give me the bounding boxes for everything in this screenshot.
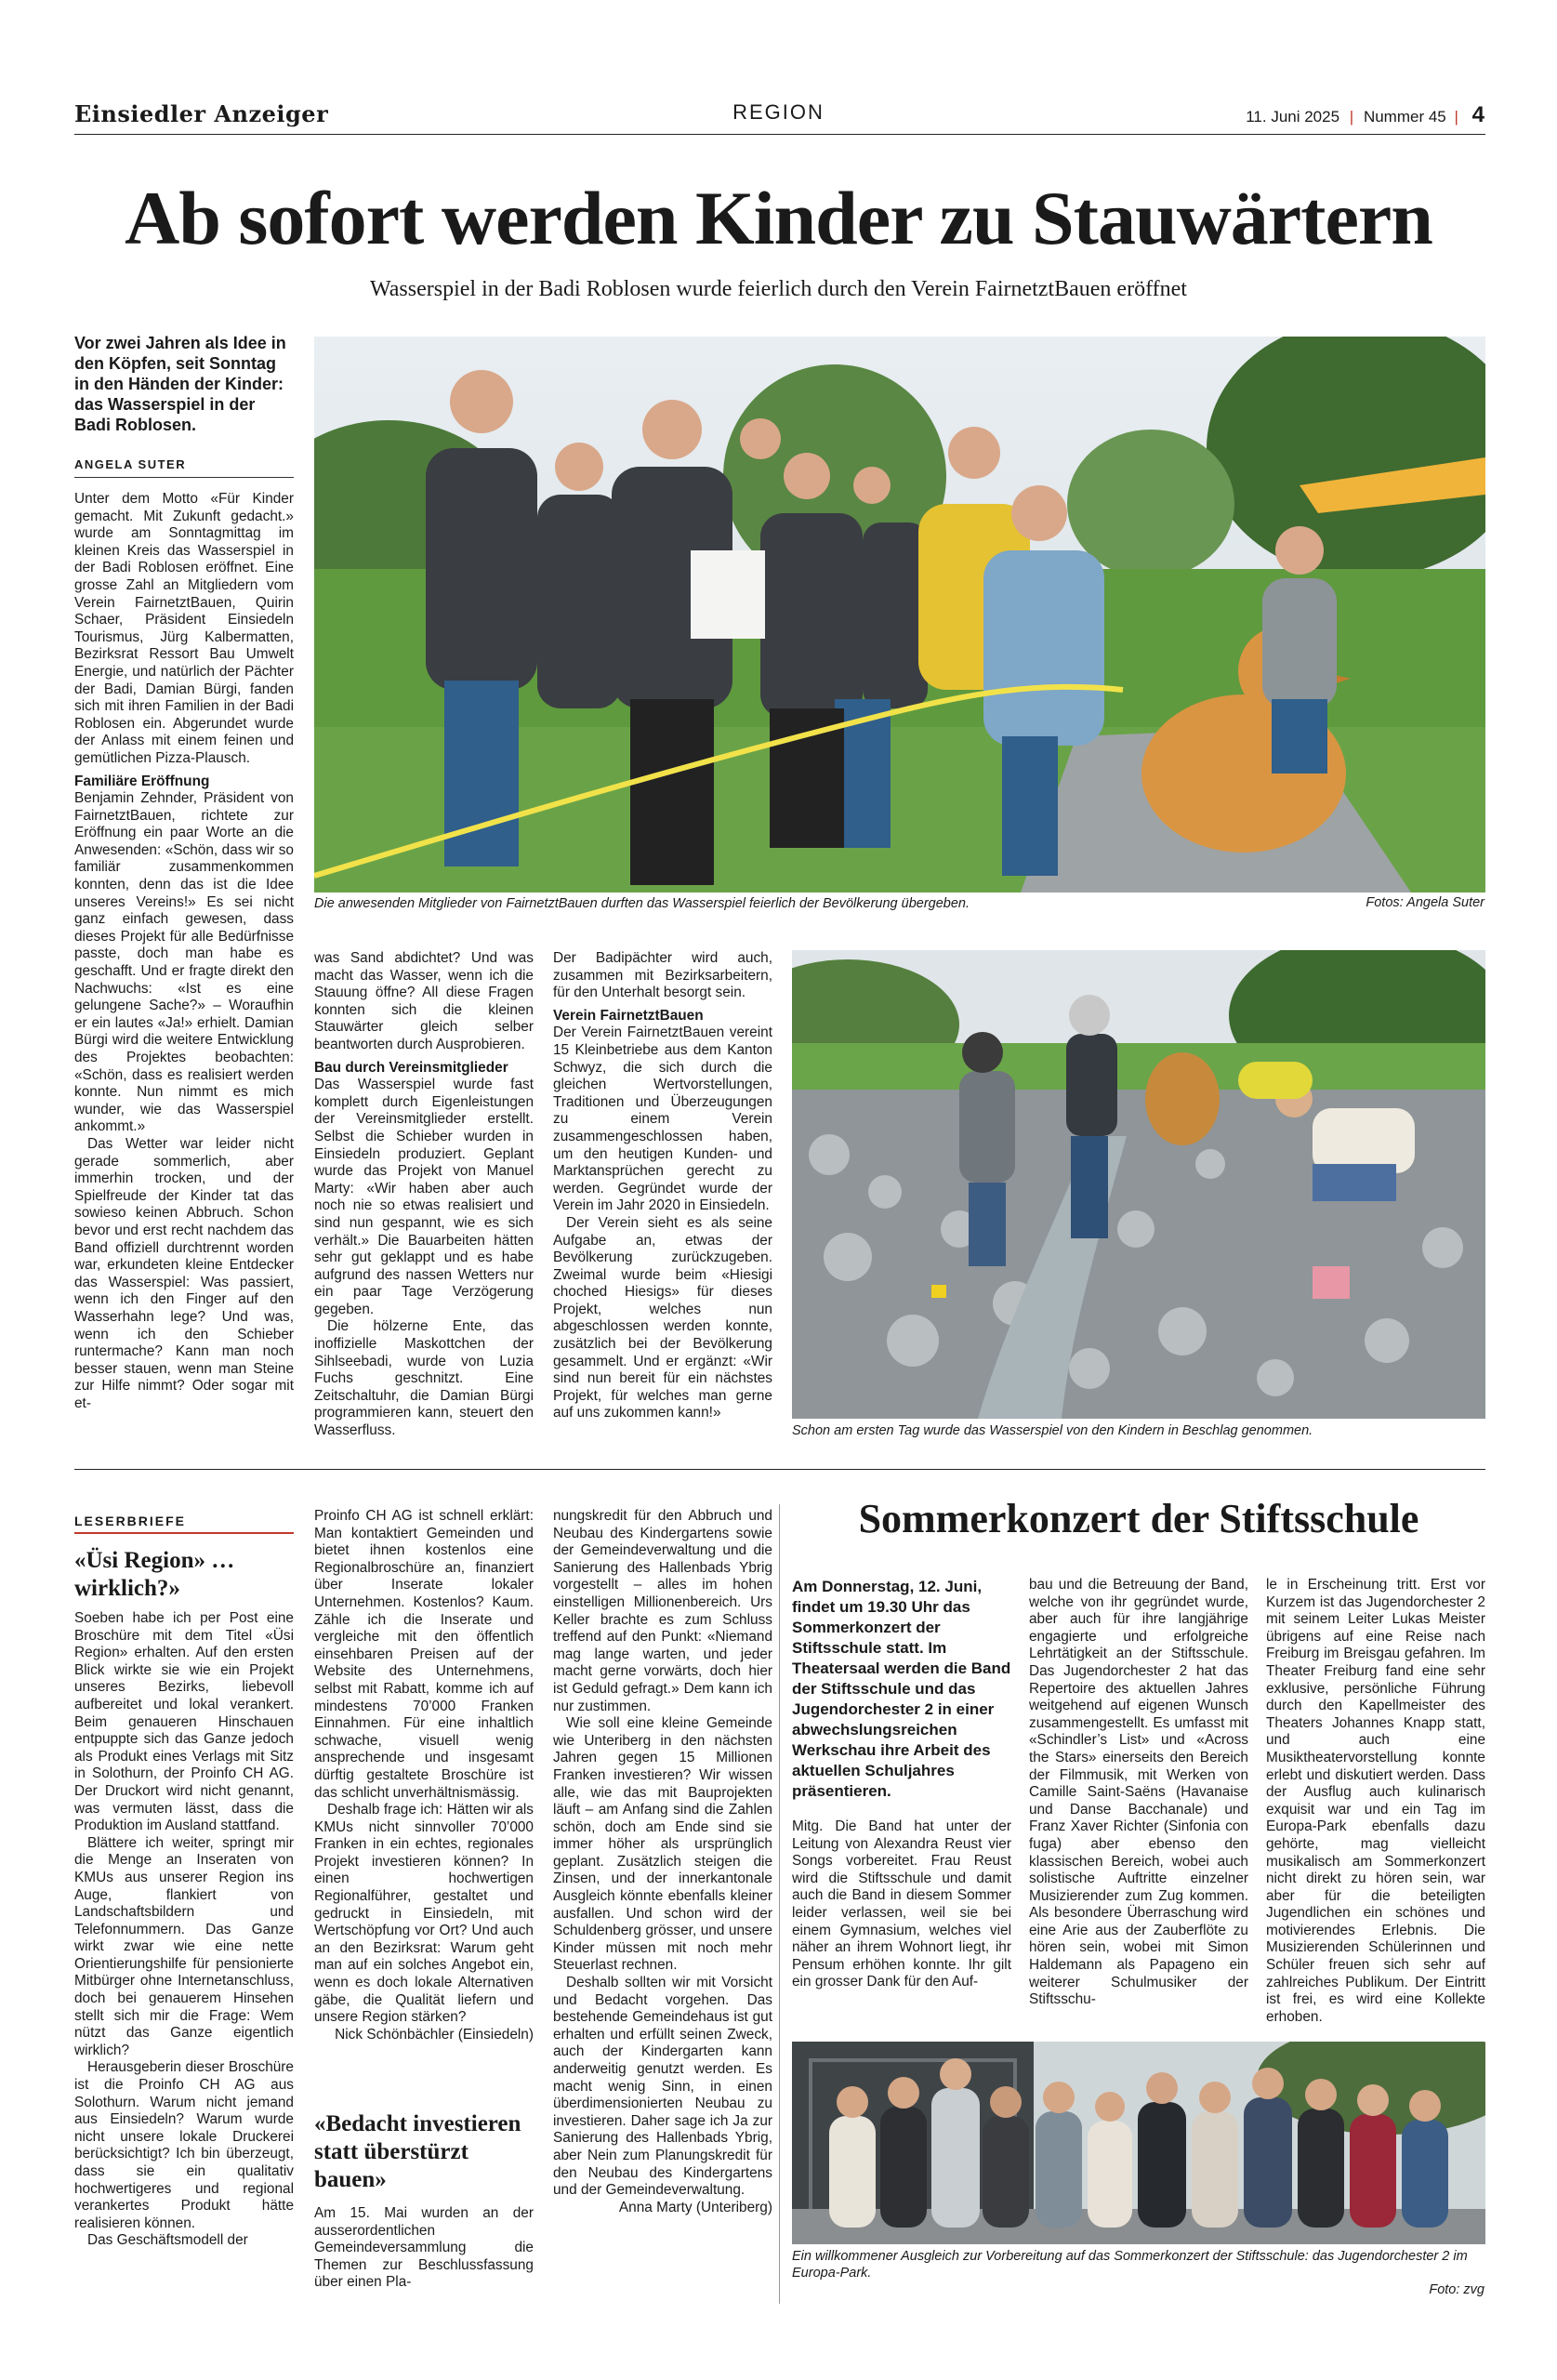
paragraph: Unter dem Motto «Für Kinder gemacht. Mit Zukunft gedacht.» wurde am Sonntagmittag im kleinen Kreis das Wasserspiel in der Badi Roblosen eröffnet. Eine grosse Zahl an Mitgliedern vom Verein FairnetztBauen, Quirin Schaer, Präsident Einsiedeln Tourismus, Jürg Kalbermatten, Bezirksrat Ressort Bau Umwelt Energie, und natürlich der Pächter der Badi, Damian Bürgi, fanden sich mit ihren Familien in der Badi Roblosen ein. Abgerundet wurde der Anlass mit einem feinen und gemütlichen Pizza-Plausch. xyxy=(74,491,294,766)
issue-date: 11. Juni 2025 xyxy=(1246,108,1340,126)
section-label: REGION xyxy=(732,100,825,124)
letter1-title: «Üsi Region» … wirklich?» xyxy=(74,1548,235,1601)
paragraph: Das Geschäftsmodell der xyxy=(87,2232,248,2249)
paragraph: Proinfo CH AG ist schnell erklärt: Man kontaktiert Gemeinden und bietet ihnen kostenlos eine Regionalbroschüre an, finanziert über Inserate lokaler Unternehmen. Kostenlos? Kaum. Zähle ich die Inserate und vergleiche mit den öffentlich einsehbaren Preisen auf der Website des Unternehmens, selbst mit Rabatt, komme ich auf mindestens 70’000 Franken Einnahmen. Für eine inhaltlich schwache, visuell wenig ansprechende und insgesamt dürftig gestaltete Broschüre ist das schlicht unverhältnismässig. xyxy=(314,1508,534,1801)
paragraph: Die hölzerne Ente, das inoffizielle Maskottchen der Sihlseebadi, wurde von Luzia Fuchs geschnitzt. Eine Zeitschaltuhr, die Damian Bürgi programmieren kann, steuert den Wasserfluss. xyxy=(314,1318,534,1439)
letters-column-2b xyxy=(314,2205,534,2298)
paragraph: Wie soll eine kleine Gemeinde wie Unteriberg in den nächsten Jahren gegen 15 Millionen Franken investieren? Wir wissen alle, wie das mit Bauprojekten läuft – am Anfang sind die Zahlen schön, doch am Ende sind sie immer höher als ursprünglich geplant. Zusätzlich steigen die Zinsen, und der innerkantonale Ausgleich könnte ebenfalls kleiner ausfallen. Und schon wird der Schuldenberg grösser, und unsere Kinder müssen mit noch mehr Steuerlast rechnen. xyxy=(553,1715,772,1974)
letter2-title: «Bedacht investieren statt überstürzt bauen» xyxy=(314,2111,521,2192)
article1-column-1 xyxy=(74,491,294,1453)
article2-lead: Am Donnerstag, 12. Juni, findet um 19.30 Uhr das Sommerkonzert der Stiftsschule statt. Im Theatersaal werden die Band der Stiftsschule und das Jugendorchester 2 in einer abwechslungsreichen Werkschau ihre Arbeit des aktuellen Schuljahres präsentieren. xyxy=(792,1578,1011,1800)
photo1-caption: Die anwesenden Mitglieder von FairnetztBauen durften das Wasserspiel feierlich der Bevölkerung übergeben. xyxy=(314,896,970,911)
issue-info: 11. Juni 2025 | Nummer 45 | 4 xyxy=(1246,102,1484,127)
paragraph: Herausgeberin dieser Broschüre ist die Proinfo CH AG aus Solothurn. Warum nicht jemand aus Einsiedeln? Warum wurde nicht unsere lokale Druckerei berücksichtigt? Ich bin überzeugt, dass sie ein qualitativ hochwertigeres und regional verankertes Produkt hätte realisieren können. xyxy=(74,2059,294,2231)
paragraph: Das Wetter war leider nicht gerade sommerlich, aber immerhin trocken, und der Spielfreude der Kinder tat das sowieso keinen Abbruch. Schon bevor und erst recht nachdem das Band offiziell durchtrennt worden war, erkundeten kleine Entdecker das Wasserspiel: Was passiert, wenn ich den Finger auf den Wasserhahn lege? Und was, wenn ich den Schieber runtermache? Kann man noch besser stauen, wenn man Steine zur Hilfe nimmt? Oder sogar mit et- xyxy=(74,1135,294,1411)
letter1-signature: Nick Schönbächler (Einsiedeln) xyxy=(335,2026,534,2043)
header-rule xyxy=(74,134,1485,135)
letter2-signature: Anna Marty (Unteriberg) xyxy=(618,2199,772,2215)
paragraph: Benjamin Zehnder, Präsident von FairnetztBauen, richtete zur Eröffnung ein paar Worte an die Anwesenden: «Schön, dass wir so familiär zusammenkommen konnten, denn das ist die Idee unseres Vereins!» Es sei nicht ganz einfach gewesen, dass dieses Projekt für alle Bedürfnisse passte, doch man habe es geschafft. Und er fragte direkt den Nachwuchs: «Ist es eine gelungene Sache?» – Woraufhin er ein lautes «Ja!» erhielt. Damian Bürgi wird die weitere Entwicklung des Projektes beobachten: «Schön, dass es realisiert werden konnte. Nun nimmt es mich wunder, wie das Wasserspiel ankommt.» xyxy=(74,790,294,1135)
section-divider xyxy=(74,1469,1485,1470)
paragraph: Der Verein FairnetztBauen vereint 15 Kleinbetriebe aus dem Kanton Schwyz, die sich durch die gleichen Wertvorstellungen, Traditionen und Überzeugungen zu einem Verein zusammengeschlossen haben, um den heutigen Kunden- und Marktansprüchen gerecht zu werden. Gegründet wurde der Verein im Jahr 2020 in Einsiedeln. xyxy=(553,1025,772,1214)
column-divider xyxy=(779,1504,780,2304)
photo-group-members xyxy=(314,337,1485,892)
paragraph: le in Erscheinung tritt. Erst vor Kurzem ist das Jugendorchester 2 mit seinem Leiter Lukas Meister übrigens auf eine Reise nach Freiburg im Breisgau gefahren. Im Theater Freiburg fand eine sehr exklusive, persönliche Führung durch den Kapellmeister des Theaters Johannes Knapp statt, und auch eine Musiktheatervorstellung konnte erlebt und diskutiert werden. Dass der Ausflug auch kulinarisch exquisit war und ein Tag im Europa-Park ebenfalls dazu gehörte, mag vielleicht musikalisch am Sommerkonzert nicht direkt zu hören sein, war aber für die beteiligten Jugendlichen ein schönes und motivierendes Erlebnis. Die Musizierenden Schülerinnen und Schüler freuen sich sehr auf zahlreiches Publikum. Der Eintritt ist frei, es wird eine Kollekte erhoben. xyxy=(1266,1577,1485,2025)
intertitle: Bau durch Vereinsmitglieder xyxy=(314,1059,508,1076)
paragraph: Am 15. Mai wurden an der ausserordentlichen Gemeindeversammlung die Themen zur Beschlussfassung über einen Pla- xyxy=(314,2205,534,2291)
byline: ANGELA SUTER xyxy=(74,457,294,478)
paragraph: Das Wasserspiel wurde fast komplett durch Eigenleistungen der Vereinsmitglieder erstellt. Selbst die Schieber wurden in Einsiedeln produziert. Geplant wurde das Projekt von Manuel Marty: «Wir haben aber auch noch nie so etwas realisiert und sind nun gespannt, wie es sich verhält.» Die Bauarbeiten hätten sehr gut geklappt und es habe aufgrund des nassen Wetters nur ein paar Tage Verzögerung gegeben. xyxy=(314,1077,534,1317)
paragraph: nungskredit für den Abbruch und Neubau des Kindergartens sowie der Gemeindeverwaltung und die Sanierung des Hallenbads Ybrig vorgestellt – alles im hohen einstelligen Millionenbereich. Urs Keller brachte es zum Schluss treffend auf den Punkt: «Niemand mag lange warten, und jeder macht gerne vorwärts, doch hier ist Geduld gefragt.» Dem kann ich nur zustimmen. xyxy=(553,1508,772,1714)
paragraph: Deshalb frage ich: Hätten wir als KMUs nicht sinnvoller 70’000 Franken in ein echtes, regionales Projekt investieren können? In einen hochwertigen Regionalführer, gestaltet und gedruckt in Einsiedeln, mit Wertschöpfung vor Ort? Und auch an den Bezirksrat: Warum geht man auf ein solches Angebot ein, wenn es doch lokale Alternativen gäbe, die Qualität liefern und unsere Region stärken? xyxy=(314,1802,534,2026)
letters-column-1 xyxy=(74,1610,294,2294)
photo3-credit: Foto: zvg xyxy=(1429,2282,1484,2297)
article2-column-2 xyxy=(1029,1577,1248,2032)
letters-column-2 xyxy=(314,1508,534,2052)
photo-youth-orchestra xyxy=(792,2042,1485,2244)
photo2-caption: Schon am ersten Tag wurde das Wasserspiel von den Kindern in Beschlag genommen. xyxy=(792,1423,1313,1438)
article1-column-3 xyxy=(553,950,772,1452)
paragraph: Der Badipächter wird auch, zusammen mit Bezirksarbeitern, für den Unterhalt besorgt sein. xyxy=(553,950,772,1001)
photo3-caption: Ein willkommener Ausgleich zur Vorbereitung auf das Sommerkonzert der Stiftsschule: das Jugendorchester 2 im Europa-Park. xyxy=(792,2249,1468,2281)
paragraph: was Sand abdichtet? Und was macht das Wasser, wenn ich die Stauung öffne? All diese Fragen konnten sich die kleinen Stauwärter gleich selber beantworten durch Ausprobieren. xyxy=(314,950,534,1052)
subheadline: Wasserspiel in der Badi Roblosen wurde feierlich durch den Verein FairnetztBauen eröffnet xyxy=(370,277,1187,301)
article-lead: Vor zwei Jahren als Idee in den Köpfen, seit Sonntag in den Händen der Kinder: das Wasserspiel in der Badi Roblosen. xyxy=(74,334,286,434)
paragraph: bau und die Betreuung der Band, welche von ihr gegründet wurde, aber auch für ihre langjährige engagierte und erfolgreiche Lehrtätigkeit an der Stiftsschule. Das Jugendorchester 2 hat das Repertoire des aktuellen Jahres weitgehend auf eigenen Wunsch zusammengestellt. Es umfasst mit «Schindler’s List» und «Across the Stars» einerseits den Bereich der Filmmusik, mit Werken von Camille Saint-Saëns (Havanaise und Danse Bacchanale) und Franz Xaver Richter (Sinfonia con fuga) aber ebenso den klassischen Bereich, wobei auch solistische Auftritte einzelner Musizierender zum Zug kommen. Als besondere Überraschung wird eine Arie aus der Zauberflöte zu hören sein, wobei mit Simon Haldemann als Papageno ein weiterer Schulmusiker der Stiftsschu- xyxy=(1029,1577,1248,2008)
paragraph: Mitg. Die Band hat unter der Leitung von Alexandra Reust vier Songs vorbereitet. Frau Reust wird die Stiftsschule und damit auch die Band in diesem Sommer leider verlassen, weil sie bei einem Gymnasium, welches viel näher an ihrem Wohnort liegt, ihr Pensum erhöhen konnte. Ihr gilt ein grosser Dank für den Auf- xyxy=(792,1818,1011,1990)
article2-column-3 xyxy=(1266,1577,1485,2032)
paragraph: Soeben habe ich per Post eine Broschüre mit dem Titel «Üsi Region» erhalten. Auf den ersten Blick wirkte sie wie ein Projekt unseres Bezirks, liebevoll aufbereitet und lokal verankert. Beim genaueren Hinschauen entpuppte sich das Ganze jedoch als Produkt eines Verlags mit Sitz in Solothurn, der Proinfo CH AG. Der Druckort wird nicht genannt, was vermuten lässt, dass die Produktion im Ausland stattfand. xyxy=(74,1610,294,1834)
article1-column-2 xyxy=(314,950,534,1452)
photo1-credit: Fotos: Angela Suter xyxy=(1366,895,1484,910)
issue-number: Nummer 45 xyxy=(1363,108,1446,126)
masthead: Einsiedler Anzeiger xyxy=(74,100,329,127)
intertitle: Verein FairnetztBauen xyxy=(553,1007,704,1024)
paragraph: Deshalb sollten wir mit Vorsicht und Bedacht vorgehen. Das bestehende Gemeindehaus ist gut erhalten und erfüllt seinen Zweck, auch der Kindergarten kann anderweitig genutzt werden. Es macht wenig Sinn, in einen überdimensionierten Neubau zu investieren. Daher sage ich Ja zur Sanierung des Hallenbads Ybrig, aber Nein zum Planungskredit für den Neubau des Kindergartens und der Gemeindeverwaltung. xyxy=(553,1975,772,2199)
article2-column-1 xyxy=(792,1818,1011,2032)
photo-children-playing xyxy=(792,950,1485,1419)
paragraph: Blättere ich weiter, springt mir die Menge an Inseraten von KMUs aus unserer Region ins Auge, flankiert von Landschaftsbildern und Telefonnummern. Das Ganze wirkt zwar wie eine nette Orientierungshilfe für pensionierte Mitbürger ohne Internetanschluss, doch bei genauerem Hinsehen stellt sich mir die Frage: Wem nützt das Ganze eigentlich wirklich? xyxy=(74,1834,294,2058)
paragraph: Der Verein sieht es als seine Aufgabe an, etwas der Bevölkerung zurückzugeben. Zweimal wurde beim «Hiesigi choched Hiesigs» für dieses Projekt, welches nun abgeschlossen werden konnte, zusätzlich bei der Bevölkerung gesammelt. Und er ergänzt: «Wir sind nun bereit für ein nächstes Projekt, für welches man gerne auf uns zukommen kann!» xyxy=(553,1214,772,1421)
intertitle: Familiäre Eröffnung xyxy=(74,773,210,789)
letters-kicker: LESERBRIEFE xyxy=(74,1514,294,1534)
article2-headline: Sommerkonzert der Stiftsschule xyxy=(858,1496,1419,1541)
headline: Ab sofort werden Kinder zu Stauwärtern xyxy=(125,176,1432,260)
page-number: 4 xyxy=(1471,102,1484,127)
letters-column-3 xyxy=(553,1508,772,2298)
